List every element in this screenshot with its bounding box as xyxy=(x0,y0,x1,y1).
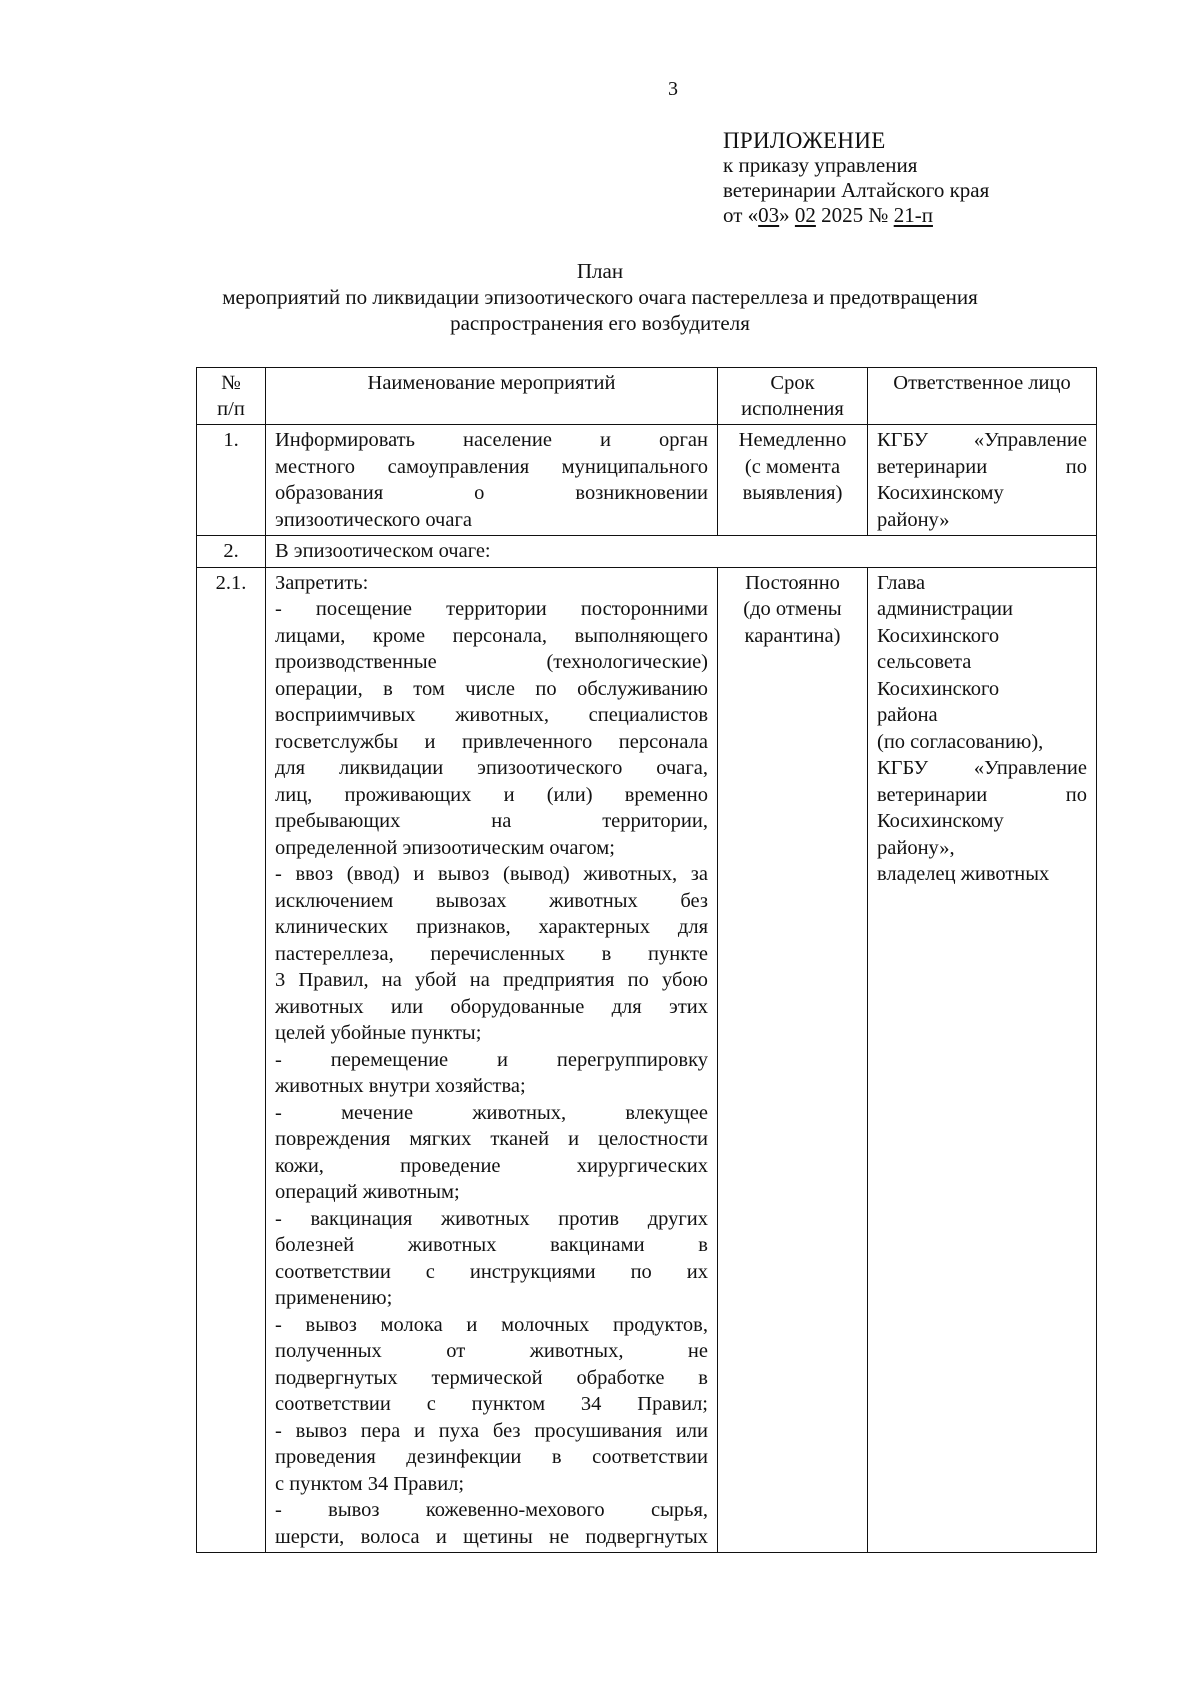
plan-title-line: распространения его возбудителя xyxy=(450,311,750,335)
row-activity: Информировать население и орган местного самоуправления муниципального образования о возникновении эпизоотического очага xyxy=(266,425,718,536)
plan-title-line: План xyxy=(576,259,624,283)
date-separator: » xyxy=(779,203,795,227)
order-number: 21-п xyxy=(893,203,933,227)
table-row xyxy=(197,567,1097,1553)
row-responsible: Глава администрации Косихинского сельсовета Косихинского района (по согласованию), КГБУ «Управление ветеринарии по Косихинскому району», владелец животных xyxy=(868,567,1097,1553)
table-header-row xyxy=(197,368,1097,425)
table-row xyxy=(197,425,1097,536)
row-section-title: В эпизоотическом очаге: xyxy=(266,536,1097,568)
plan-title-line: мероприятий по ликвидации эпизоотического очага пастереллеза и предотвращения xyxy=(222,285,978,309)
page-number: 3 xyxy=(668,78,678,100)
row-number: 1. xyxy=(197,425,266,536)
header-term: Срок исполнения xyxy=(718,368,868,425)
plan-table xyxy=(196,367,1097,1553)
table-row xyxy=(197,536,1097,568)
row-term: Немедленно (с момента выявления) xyxy=(718,425,868,536)
row-term: Постоянно (до отмены карантина) xyxy=(718,567,868,1553)
order-day: 03 xyxy=(758,203,780,227)
order-month: 02 xyxy=(794,203,816,227)
appendix-block xyxy=(723,128,989,228)
order-date-line xyxy=(723,203,989,228)
row-activity: Запретить: - посещение территории посторонними лицами, кроме персонала, выполняющего производственные (технологические) операции, в том числе по обслуживанию восприимчивых животных, специалистов госветслужбы и привлеченного персонала для ликвидации эпизоотического очага, лиц, проживающих и (или) временно пребывающих на территории, определенной эпизоотическим очагом; - ввоз (ввод) и вывоз (вывод) животных, за исключением вывозах животных без клинических признаков, характерных для пастереллеза, перечисленных в пункте 3 Правил, на убой на предприятия по убою животных или оборудованные для этих целей убойные пункты; - перемещение и перегруппировку животных внутри хозяйства; - мечение животных, влекущее повреждения мягких тканей и целостности кожи, проведение хирургических операций животным; - вакцинация животных против других болезней животных вакцинами в соответствии с инструкциями по их применению; - вывоз молока и молочных продуктов, полученных от животных, не подвергнутых термической обработке в соответствии с пунктом 34 Правил; - вывоз пера и пуха без просушивания или проведения дезинфекции в соответствии с пунктом 34 Правил; - вывоз кожевенно-мехового сырья, шерсти, волоса и щетины не подвергнутых xyxy=(266,567,718,1553)
row-number: 2. xyxy=(197,536,266,568)
row-responsible: КГБУ «Управление ветеринарии по Косихинскому району» xyxy=(868,425,1097,536)
appendix-heading: ПРИЛОЖЕНИЕ xyxy=(723,128,886,153)
appendix-line: к приказу управления xyxy=(723,153,918,177)
row-number: 2.1. xyxy=(197,567,266,1553)
appendix-line: ветеринарии Алтайского края xyxy=(723,178,990,202)
order-year: 2025 № xyxy=(815,203,894,227)
header-responsible: Ответственное лицо xyxy=(868,368,1097,425)
header-name: Наименование мероприятий xyxy=(266,368,718,425)
header-number: № п/п xyxy=(197,368,266,425)
date-prefix: от « xyxy=(723,203,759,227)
plan-title xyxy=(0,258,1200,336)
